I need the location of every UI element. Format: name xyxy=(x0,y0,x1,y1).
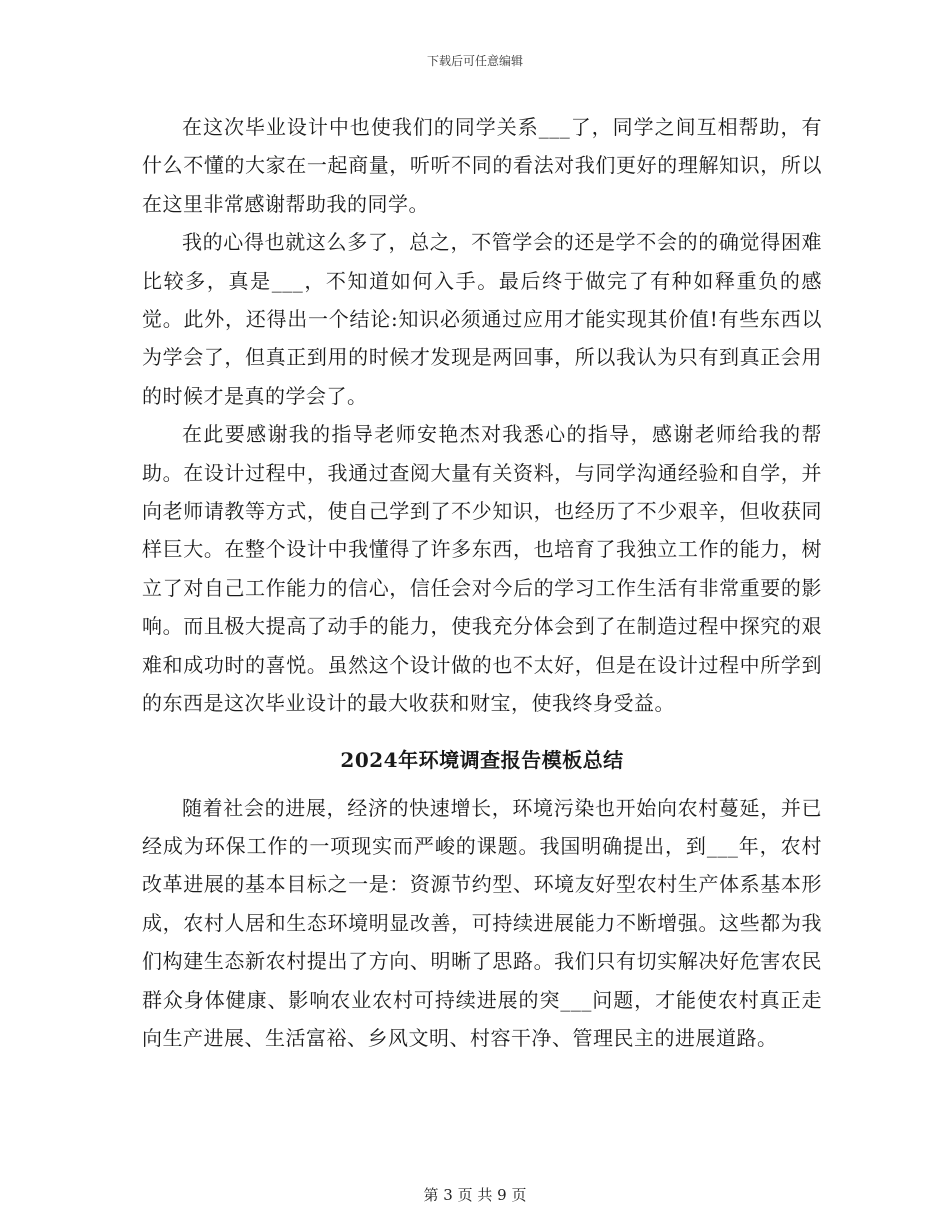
header-note: 下载后可任意编辑 xyxy=(426,54,523,68)
section-title: 2024年环境调查报告模板总结 xyxy=(340,747,624,772)
document-body xyxy=(142,108,822,1057)
page-footer: 第 3 页 共 9 页 xyxy=(423,1186,527,1204)
paragraph-experience: 我的心得也就这么多了，总之，不管学会的还是学不会的的确觉得困难比较多，真是___，不知道如何入手。最后终于做完了有种如释重负的感觉。此外，还得出一个结论:知识必须通过应用才能实现其价值!有些东西以为学会了，但真正到用的时候才发现是两回事，所以我认为只有到真正会用的时候才是真的学会了。 xyxy=(142,230,822,408)
paragraph-classmates: 在这次毕业设计中也使我们的同学关系___了，同学之间互相帮助，有什么不懂的大家在一起商量，听听不同的看法对我们更好的理解知识，所以在这里非常感谢帮助我的同学。 xyxy=(142,115,822,216)
paragraph-thanks: 在此要感谢我的指导老师安艳杰对我悉心的指导，感谢老师给我的帮助。在设计过程中，我通过查阅大量有关资料，与同学沟通经验和自学，并向老师请教等方式，使自己学到了不少知识，也经历了不少艰辛，但收获同样巨大。在整个设计中我懂得了许多东西，也培育了我独立工作的能力，树立了对自己工作能力的信心，信任会对今后的学习工作生活有非常重要的影响。而且极大提高了动手的能力，使我充分体会到了在制造过程中探究的艰难和成功时的喜悦。虽然这个设计做的也不太好，但是在设计过程中所学到的东西是这次毕业设计的最大收获和财宝，使我终身受益。 xyxy=(142,422,822,716)
paragraph-environment: 随着社会的进展，经济的快速增长，环境污染也开始向农村蔓延，并已经成为环保工作的一项现实而严峻的课题。我国明确提出，到___年，农村改革进展的基本目标之一是：资源节约型、环境友好型农村生产体系基本形成，农村人居和生态环境明显改善，可持续进展能力不断增强。这些都为我们构建生态新农村提出了方向、明晰了思路。我们只有切实解决好危害农民群众身体健康、影响农业农村可持续进展的突___问题，才能使农村真正走向生产进展、生活富裕、乡风文明、村容干净、管理民主的进展道路。 xyxy=(142,795,822,1050)
